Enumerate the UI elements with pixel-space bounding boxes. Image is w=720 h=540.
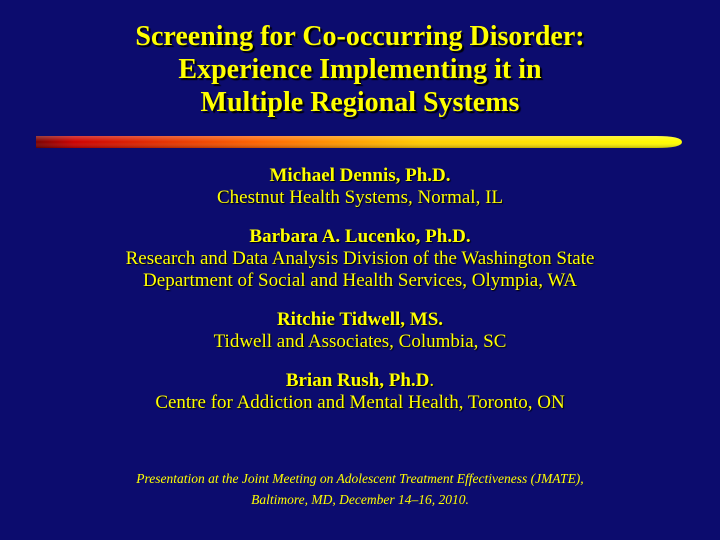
author-block-4: [0, 370, 720, 414]
gradient-bar-graphic: [36, 134, 682, 150]
author-name-suffix: .: [429, 370, 435, 391]
author-name: Brian Rush, Ph.D: [285, 370, 430, 391]
title-line-3: Multiple Regional Systems: [200, 87, 520, 118]
author-block-1: [0, 165, 720, 209]
author-block-3: [0, 309, 720, 353]
title-line-1: Screening for Co-occurring Disorder:: [135, 21, 585, 52]
author-affiliation: Centre for Addiction and Mental Health, Toronto, ON: [155, 392, 565, 413]
gradient-bar-shading: [36, 136, 682, 148]
author-list: [0, 165, 720, 431]
author-name: Michael Dennis, Ph.D.: [269, 165, 451, 186]
author-name: Ritchie Tidwell, MS.: [276, 309, 444, 330]
author-name-line: [0, 370, 720, 392]
author-name: Barbara A. Lucenko, Ph.D.: [249, 226, 471, 247]
presentation-note: [0, 468, 720, 510]
author-affiliation: Chestnut Health Systems, Normal, IL: [216, 187, 504, 208]
presentation-line-1: Presentation at the Joint Meeting on Adolescent Treatment Effectiveness (JMATE),: [136, 471, 584, 486]
author-affiliation: Tidwell and Associates, Columbia, SC: [213, 331, 507, 352]
author-affiliation-line-2: Department of Social and Health Services, Olympia, WA: [143, 270, 577, 291]
slide-title: [0, 20, 720, 119]
author-block-2: [0, 226, 720, 292]
author-affiliation-line-1: Research and Data Analysis Division of the Washington State: [125, 248, 595, 269]
decorative-gradient-bar: [36, 134, 682, 150]
presentation-line-2: Baltimore, MD, December 14–16, 2010.: [251, 492, 469, 507]
title-line-2: Experience Implementing it in: [178, 54, 542, 85]
